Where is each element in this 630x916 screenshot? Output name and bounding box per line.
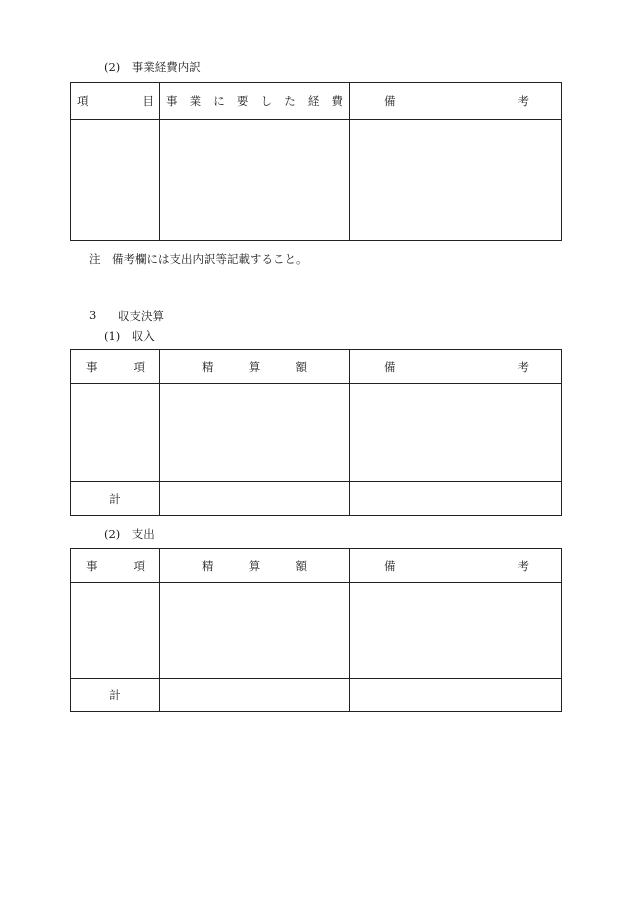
- header-remarks: [350, 350, 562, 384]
- cell-remarks[interactable]: [350, 384, 562, 482]
- expenditure-table: [70, 548, 562, 712]
- cell-remarks[interactable]: [350, 583, 562, 679]
- header-remarks-left: 備: [384, 94, 396, 108]
- header-matter: [71, 350, 160, 384]
- expenditure-heading: (2) 支出: [104, 527, 155, 541]
- header-cost-char: た: [284, 94, 296, 108]
- header-matter: [71, 549, 160, 583]
- header-item-left: 項: [77, 94, 89, 108]
- cell-amount[interactable]: [160, 583, 350, 679]
- header-amount: [160, 549, 350, 583]
- total-label: 計: [71, 679, 160, 712]
- cell-cost[interactable]: [160, 120, 350, 241]
- header-cost-char: し: [260, 94, 273, 108]
- header-remarks: [350, 549, 562, 583]
- total-remarks[interactable]: [350, 679, 562, 712]
- header-cost-char: に: [213, 94, 225, 108]
- header-remarks-left: 備: [384, 359, 396, 374]
- header-item-right: 目: [142, 94, 154, 108]
- header-remarks-left: 備: [384, 558, 396, 573]
- income-heading: (1) 収入: [104, 329, 155, 343]
- header-remarks-right: 考: [517, 94, 529, 108]
- header-remarks-right: 考: [517, 558, 529, 573]
- expense-breakdown-heading: (2) 事業経費内訳: [104, 60, 201, 74]
- income-table: [70, 349, 562, 516]
- expense-breakdown-table: [70, 82, 562, 241]
- cell-amount[interactable]: [160, 384, 350, 482]
- header-amount-char: 精: [202, 359, 214, 374]
- total-label: 計: [71, 482, 160, 516]
- header-cost-char: 費: [331, 94, 343, 108]
- header-cost-char: 経: [307, 94, 320, 108]
- cell-matter[interactable]: [71, 384, 160, 482]
- header-amount-char: 算: [248, 359, 261, 374]
- header-amount-char: 額: [295, 558, 307, 573]
- total-amount[interactable]: [160, 482, 350, 516]
- header-amount-char: 算: [248, 558, 261, 573]
- settlement-title: 収支決算: [118, 309, 164, 323]
- header-cost-char: 事: [166, 94, 178, 108]
- header-remarks-right: 考: [517, 359, 529, 374]
- cell-item[interactable]: [71, 120, 160, 241]
- header-cost-char: 業: [189, 94, 202, 108]
- total-remarks[interactable]: [350, 482, 562, 516]
- header-matter-left: 事: [86, 558, 98, 573]
- settlement-number: 3: [89, 308, 97, 322]
- total-amount[interactable]: [160, 679, 350, 712]
- header-matter-left: 事: [86, 359, 98, 374]
- header-matter-right: 項: [133, 359, 145, 374]
- header-remarks: [350, 83, 562, 120]
- header-item: [71, 83, 160, 120]
- header-amount: [160, 350, 350, 384]
- header-amount-char: 額: [295, 359, 307, 374]
- header-cost-char: 要: [236, 94, 249, 108]
- expense-note: 注 備考欄には支出内訳等記載すること。: [89, 252, 308, 266]
- header-cost: [160, 83, 350, 120]
- header-matter-right: 項: [133, 558, 145, 573]
- header-amount-char: 精: [202, 558, 214, 573]
- cell-matter[interactable]: [71, 583, 160, 679]
- cell-remarks[interactable]: [350, 120, 562, 241]
